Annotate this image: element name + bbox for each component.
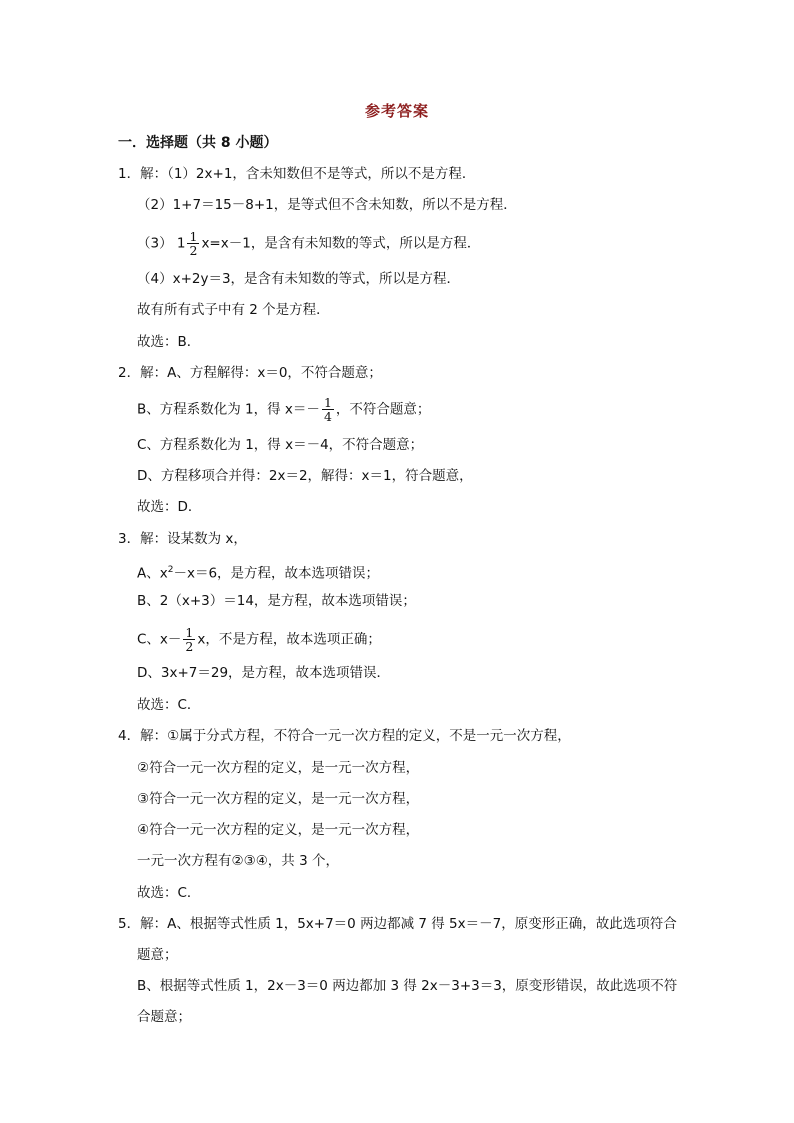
exponent: 2 xyxy=(167,565,174,575)
q1-line-6: 故选：B． xyxy=(137,334,201,350)
q4-line-2: ②符合一元一次方程的定义，是一元一次方程， xyxy=(137,760,420,776)
q2-line-5: 故选：D． xyxy=(137,499,202,515)
q3-line-5: D、3x+7＝29，是方程，故本选项错误． xyxy=(137,665,391,681)
q2-line-3: C、方程系数化为 1，得 x＝－4，不符合题意； xyxy=(137,437,424,453)
q3-line-2-prefix: A、x xyxy=(137,565,168,582)
q5-line-4: 合题意； xyxy=(137,1009,191,1025)
fraction-denominator: 4 xyxy=(323,409,332,424)
q5-line-1: 5．解：A、根据等式性质 1，5x+7＝0 两边都减 7 得 5x＝－7，原变形正确，故此选项符合 xyxy=(118,916,677,932)
q4-line-5: 一元一次方程有②③④，共 3 个， xyxy=(137,853,339,869)
q3-line-6: 故选：C． xyxy=(137,697,201,713)
fraction xyxy=(183,626,195,653)
fraction-numerator: 1 xyxy=(189,229,198,244)
q1-line-2: （2）1+7＝15－8+1，是等式但不含未知数，所以不是方程． xyxy=(137,197,517,213)
q3-line-2-suffix: －x＝6，是方程，故本选项错误； xyxy=(173,565,380,582)
q3-line-2 xyxy=(137,561,379,583)
fraction-denominator: 2 xyxy=(185,639,194,654)
q2-line-2 xyxy=(137,396,430,423)
q5-line-2: 题意； xyxy=(137,947,178,963)
q1-line-3 xyxy=(137,230,480,257)
q1-line-3-prefix: （3） 1 xyxy=(137,235,186,252)
fraction-numerator: 1 xyxy=(323,395,332,410)
fraction xyxy=(322,396,334,423)
q3-line-4-suffix: x，不是方程，故本选项正确； xyxy=(197,631,381,648)
page-title: 参考答案 xyxy=(364,102,429,120)
q2-line-2-prefix: B、方程系数化为 1，得 x＝－ xyxy=(137,401,320,418)
section-heading: 一．选择题（共 8 小题） xyxy=(118,135,278,151)
q1-line-4: （4）x+2y＝3，是含有未知数的等式，所以是方程． xyxy=(137,271,461,287)
q4-line-4: ④符合一元一次方程的定义，是一元一次方程， xyxy=(137,822,420,838)
q2-line-1: 2．解：A、方程解得：x＝0，不符合题意； xyxy=(118,365,382,381)
q1-line-5: 故有所有式子中有 2 个是方程． xyxy=(137,302,330,318)
q5-line-3: B、根据等式性质 1，2x－3＝0 两边都加 3 得 2x－3+3＝3，原变形错误，故此选项不符 xyxy=(137,978,678,994)
q1-line-3-suffix: x=x－1，是含有未知数的等式，所以是方程． xyxy=(201,235,481,252)
fraction-numerator: 1 xyxy=(185,625,194,640)
q3-line-1: 3．解：设某数为 x， xyxy=(118,531,247,547)
q4-line-3: ③符合一元一次方程的定义，是一元一次方程， xyxy=(137,791,420,807)
q3-line-3: B、2（x+3）＝14，是方程，故本选项错误； xyxy=(137,593,416,609)
fraction-denominator: 2 xyxy=(189,243,198,258)
q3-line-4-prefix: C、x－ xyxy=(137,631,182,648)
q4-line-6: 故选：C． xyxy=(137,885,201,901)
q1-line-1: 1．解：（1）2x+1，含未知数但不是等式，所以不是方程． xyxy=(118,166,476,182)
q4-line-1: 4．解：①属于分式方程，不符合一元一次方程的定义，不是一元一次方程， xyxy=(118,728,571,744)
q2-line-2-suffix: ，不符合题意； xyxy=(335,401,431,418)
fraction xyxy=(187,230,199,257)
q3-line-4 xyxy=(137,626,381,653)
q2-line-4: D、方程移项合并得：2x＝2，解得：x＝1，符合题意， xyxy=(137,468,473,484)
